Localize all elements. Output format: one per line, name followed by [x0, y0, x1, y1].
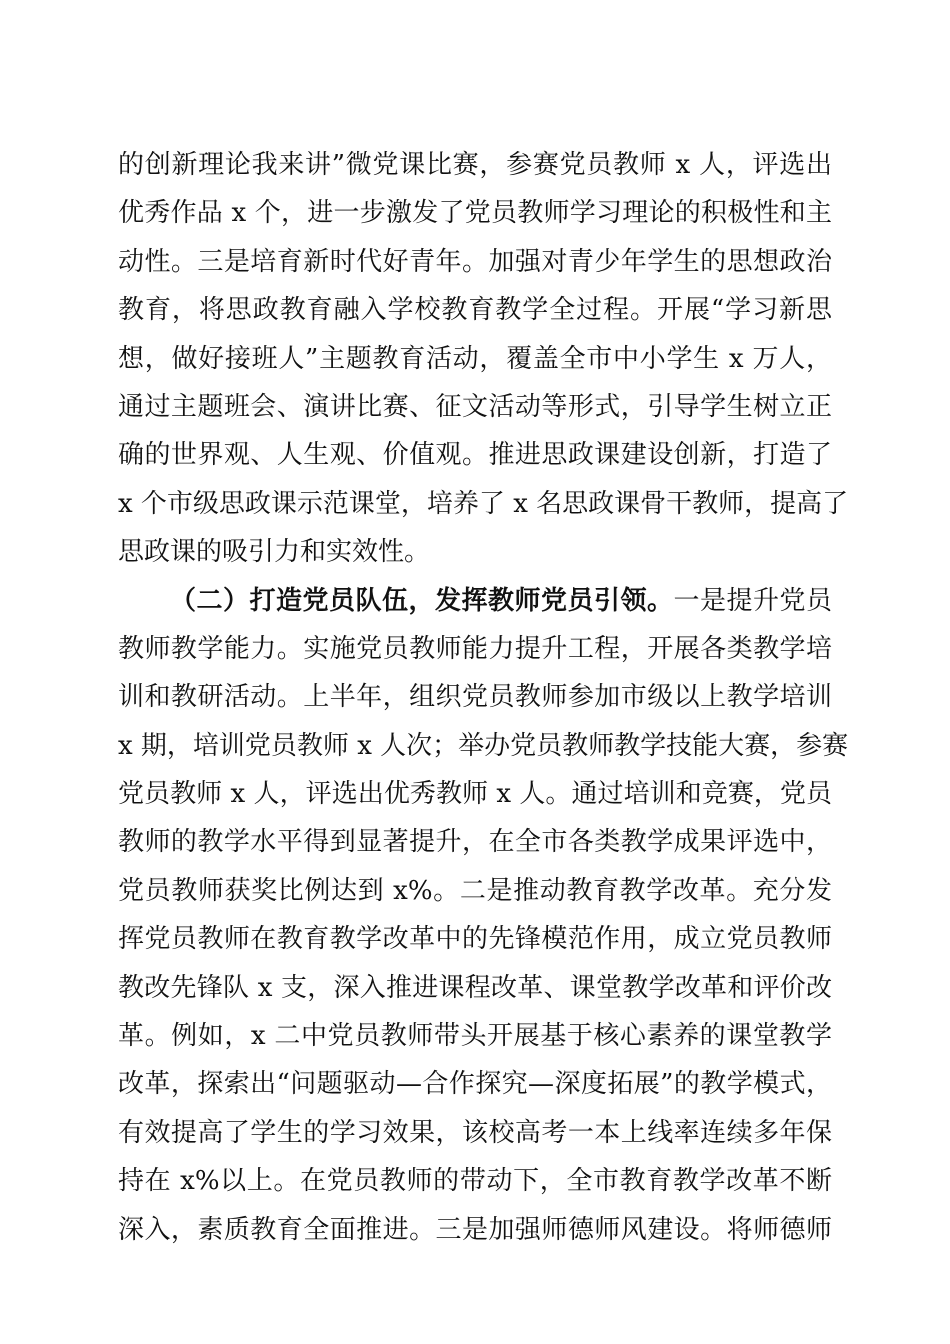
- text-run: 一是提升党员: [673, 585, 832, 616]
- text-line: 动性。三是培育新时代好青年。加强对青少年学生的思想政治: [118, 246, 832, 277]
- text-line: 思政课的吸引力和实效性。: [118, 537, 431, 568]
- text-line: 深入，素质教育全面推进。三是加强师德师风建设。将师德师: [118, 1214, 832, 1245]
- paragraph-teacher-party-members: [118, 577, 849, 1254]
- text-line: [118, 577, 832, 625]
- text-line: 挥党员教师在教育教学改革中的先锋模范作用，成立党员教师: [118, 924, 832, 955]
- text-line: 持在 x%以上。在党员教师的带动下，全市教育教学改革不断: [118, 1166, 832, 1197]
- text-line: 革。例如，x 二中党员教师带头开展基于核心素养的课堂教学: [118, 1021, 832, 1052]
- text-line: 想，做好接班人”主题教育活动，覆盖全市中小学生 x 万人，: [118, 343, 832, 374]
- text-line: 教育，将思政教育融入学校教育教学全过程。开展“学习新思: [118, 295, 832, 326]
- paragraph-thought-education: [118, 141, 849, 577]
- text-line: 党员教师获奖比例达到 x%。二是推动教育教学改革。充分发: [118, 875, 832, 906]
- text-line: 教师的教学水平得到显著提升，在全市各类教学成果评选中，: [118, 827, 832, 858]
- text-line: 有效提高了学生的学习效果，该校高考一本上线率连续多年保: [118, 1117, 832, 1148]
- text-line: x 个市级思政课示范课堂，培养了 x 名思政课骨干教师，提高了: [118, 488, 849, 519]
- text-line: 训和教研活动。上半年，组织党员教师参加市级以上教学培训: [118, 682, 832, 713]
- text-line: 教改先锋队 x 支，深入推进课程改革、课堂教学改革和评价改: [118, 972, 832, 1003]
- text-line: 通过主题班会、演讲比赛、征文活动等形式，引导学生树立正: [118, 391, 832, 422]
- text-line: 的创新理论我来讲”微党课比赛，参赛党员教师 x 人，评选出: [118, 150, 832, 180]
- text-line: x 期，培训党员教师 x 人次；举办党员教师教学技能大赛，参赛: [118, 730, 849, 761]
- text-line: 党员教师 x 人，评选出优秀教师 x 人。通过培训和竞赛，党员: [118, 779, 832, 810]
- section-heading: （二）打造党员队伍，发挥教师党员引领。: [170, 585, 674, 616]
- text-line: 优秀作品 x 个，进一步激发了党员教师学习理论的积极性和主: [118, 198, 832, 229]
- text-line: 确的世界观、人生观、价值观。推进思政课建设创新，打造了: [118, 440, 832, 471]
- document-body: [118, 141, 849, 1254]
- text-line: 教师教学能力。实施党员教师能力提升工程，开展各类教学培: [118, 633, 832, 664]
- text-line: 改革，探索出“问题驱动—合作探究—深度拓展”的教学模式，: [118, 1069, 832, 1100]
